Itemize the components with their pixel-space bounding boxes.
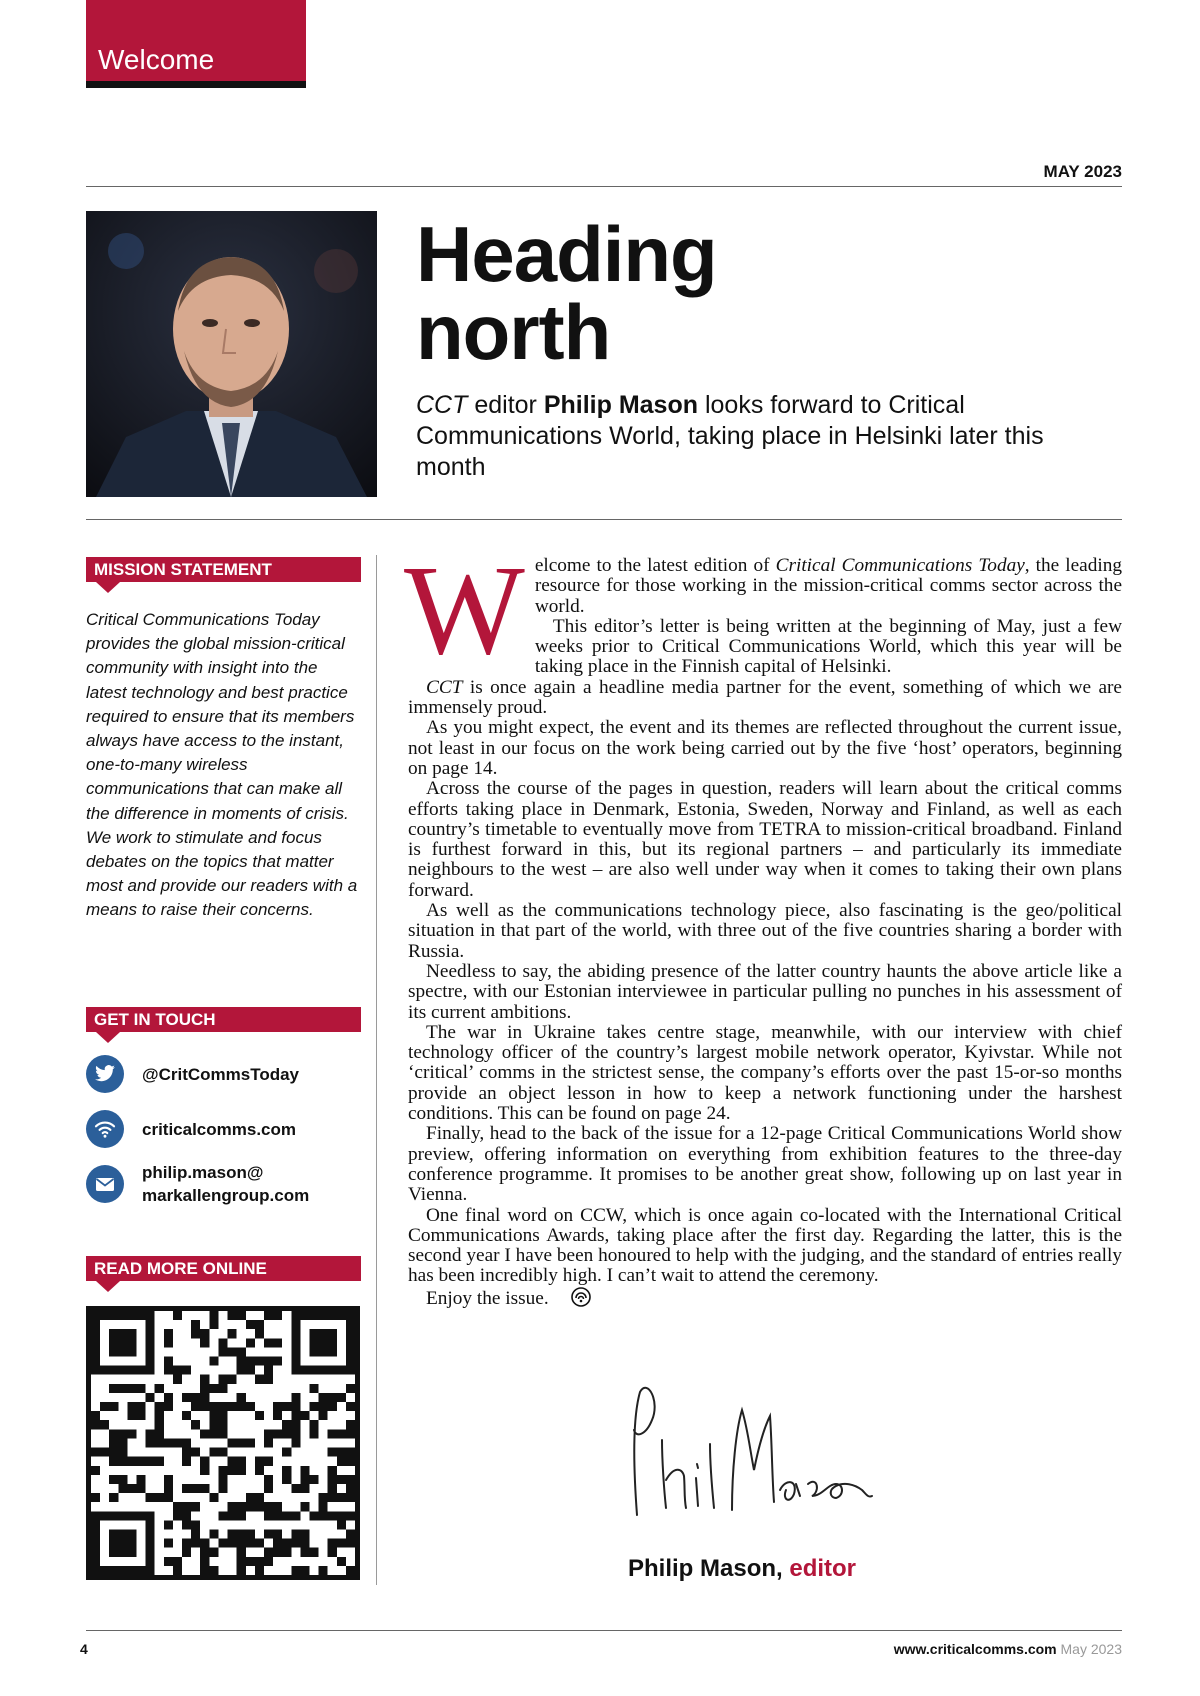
section-label: Welcome <box>98 44 215 75</box>
email-address[interactable] <box>142 1161 309 1207</box>
email-icon <box>86 1165 124 1203</box>
footer-date: May 2023 <box>1056 1641 1122 1657</box>
email-line-1: philip.mason@ <box>142 1163 264 1182</box>
website-link[interactable]: criticalcomms.com <box>142 1119 297 1139</box>
email-contact[interactable] <box>86 1161 309 1207</box>
mission-statement-heading: MISSION STATEMENT <box>86 557 361 582</box>
paragraph-1-end: , the leading resource for those working in the mission-critical comms sector across the world. <box>534 555 1123 617</box>
get-in-touch-heading: GET IN TOUCH <box>86 1007 361 1032</box>
title-line-2: north <box>416 288 611 376</box>
footer-rule <box>86 1630 1122 1631</box>
twitter-contact[interactable] <box>86 1055 299 1093</box>
read-more-online-heading: READ MORE ONLINE <box>86 1256 361 1281</box>
paragraph-4: As you might expect, the event and its themes are reflected throughout the current issue, not least in our focus on the work being carried out by the five ‘host’ operators, beginning on page 14. <box>408 717 1122 779</box>
paragraph-10: One final word on CCW, which is once again co-located with the International Critical Communications Awards, taking place after the first day. Regarding the latter, this is the second year I have been honoured to help with the judging, and the standard of entries really has been incredibly high. I can’t wait to attend the ceremony. <box>408 1204 1122 1287</box>
title-line-1: Heading <box>416 210 717 298</box>
paragraph-2: This editor’s letter is being written at the beginning of May, just a few weeks prior to Critical Communications World, which this year will be taking place in the Finnish capital of Helsinki. <box>534 615 1122 678</box>
standfirst-author: Philip Mason <box>543 391 699 419</box>
footer-website[interactable]: www.criticalcomms.com <box>893 1641 1057 1657</box>
standfirst-pre-name: editor <box>467 391 544 419</box>
paragraph-1-start: elcome to the latest edition of <box>534 555 776 576</box>
byline-role: editor <box>782 1555 857 1582</box>
page-number: 4 <box>80 1641 88 1657</box>
standfirst-publication: CCT <box>416 391 468 419</box>
article-title <box>416 210 717 376</box>
twitter-handle[interactable]: @CritCommsToday <box>142 1064 300 1084</box>
closing-line: Enjoy the issue. <box>426 1287 549 1309</box>
paragraph-8: The war in Ukraine takes centre stage, meanwhile, with our interview with chief technology officer of the country’s largest mobile network operator, Kyivstar. While not ‘critical’ comms in the strictest sense, the company’s efforts over the past 15-or-so months provide an object lesson in how to keep a network functioning under the harshest conditions. This can be found on page 24. <box>408 1021 1122 1125</box>
mission-statement-text: Critical Communications Today provides the global mission-critical community with insight into the latest technology and best practice required to ensure that its members always have access to the instant, one-to-many wireless communications that can make all the difference in moments of crisis. We work to stimulate and focus debates on the topics that matter most and provide our readers with a means to raise their concerns. <box>86 610 358 920</box>
column-divider <box>376 555 377 1585</box>
qr-code[interactable] <box>86 1306 360 1580</box>
author-portrait <box>86 211 377 497</box>
paragraph-3 <box>408 678 1122 719</box>
author-signature <box>622 1380 882 1535</box>
issue-date: MAY 2023 <box>1043 162 1122 181</box>
paragraph-11 <box>408 1287 1122 1312</box>
wifi-icon <box>86 1110 124 1148</box>
byline-name: Philip Mason, <box>628 1555 783 1582</box>
drop-cap: W <box>404 539 525 681</box>
footer-info <box>894 1641 1122 1657</box>
standfirst-rest: looks forward to Critical Communications World, taking place in Helsinki later this month <box>416 391 1044 481</box>
standfirst <box>416 390 1066 483</box>
twitter-icon <box>86 1055 124 1093</box>
paragraph-1-publication: Critical Communications Today <box>775 555 1025 576</box>
website-contact[interactable] <box>86 1110 296 1148</box>
end-mark-icon <box>553 1287 591 1312</box>
article-body <box>404 539 1123 1312</box>
qr-code-graphic <box>91 1311 355 1575</box>
section-rule <box>86 519 1122 520</box>
section-tab <box>86 0 306 88</box>
paragraph-7: Needless to say, the abiding presence of the latter country haunts the above article like a spectre, with our Estonian interviewee in particular pulling no punches in his assessment of its current ambitions. <box>408 960 1122 1023</box>
paragraph-9: Finally, head to the back of the issue for a 12-page Critical Communications World show preview, offering information on everything from exhibition features to the three-day conference programme. It promises to be another great show, following up on last year in Vienna. <box>408 1123 1122 1206</box>
byline <box>628 1555 856 1583</box>
email-line-2: markallengroup.com <box>142 1186 310 1205</box>
paragraph-3-rest: is once again a headline media partner for the event, something of which we are immensely proud. <box>408 676 1122 719</box>
paragraph-5: Across the course of the pages in question, readers will learn about the critical comms efforts taking place in Denmark, Estonia, Sweden, Norway and Finland, as well as each country’s timetable to eventually move from TETRA to mission-critical broadband. Finland is furthest forward in this, but its regional partners – and particularly its immediate neighbours to the west – are also well under way when it comes to taking their own plans forward. <box>408 778 1122 901</box>
paragraph-6: As well as the communications technology piece, also fascinating is the geo/political situation in that part of the world, with three out of the five countries sharing a border with Russia. <box>408 900 1122 962</box>
header-rule <box>86 186 1122 187</box>
paragraph-3-publication: CCT <box>426 676 463 698</box>
